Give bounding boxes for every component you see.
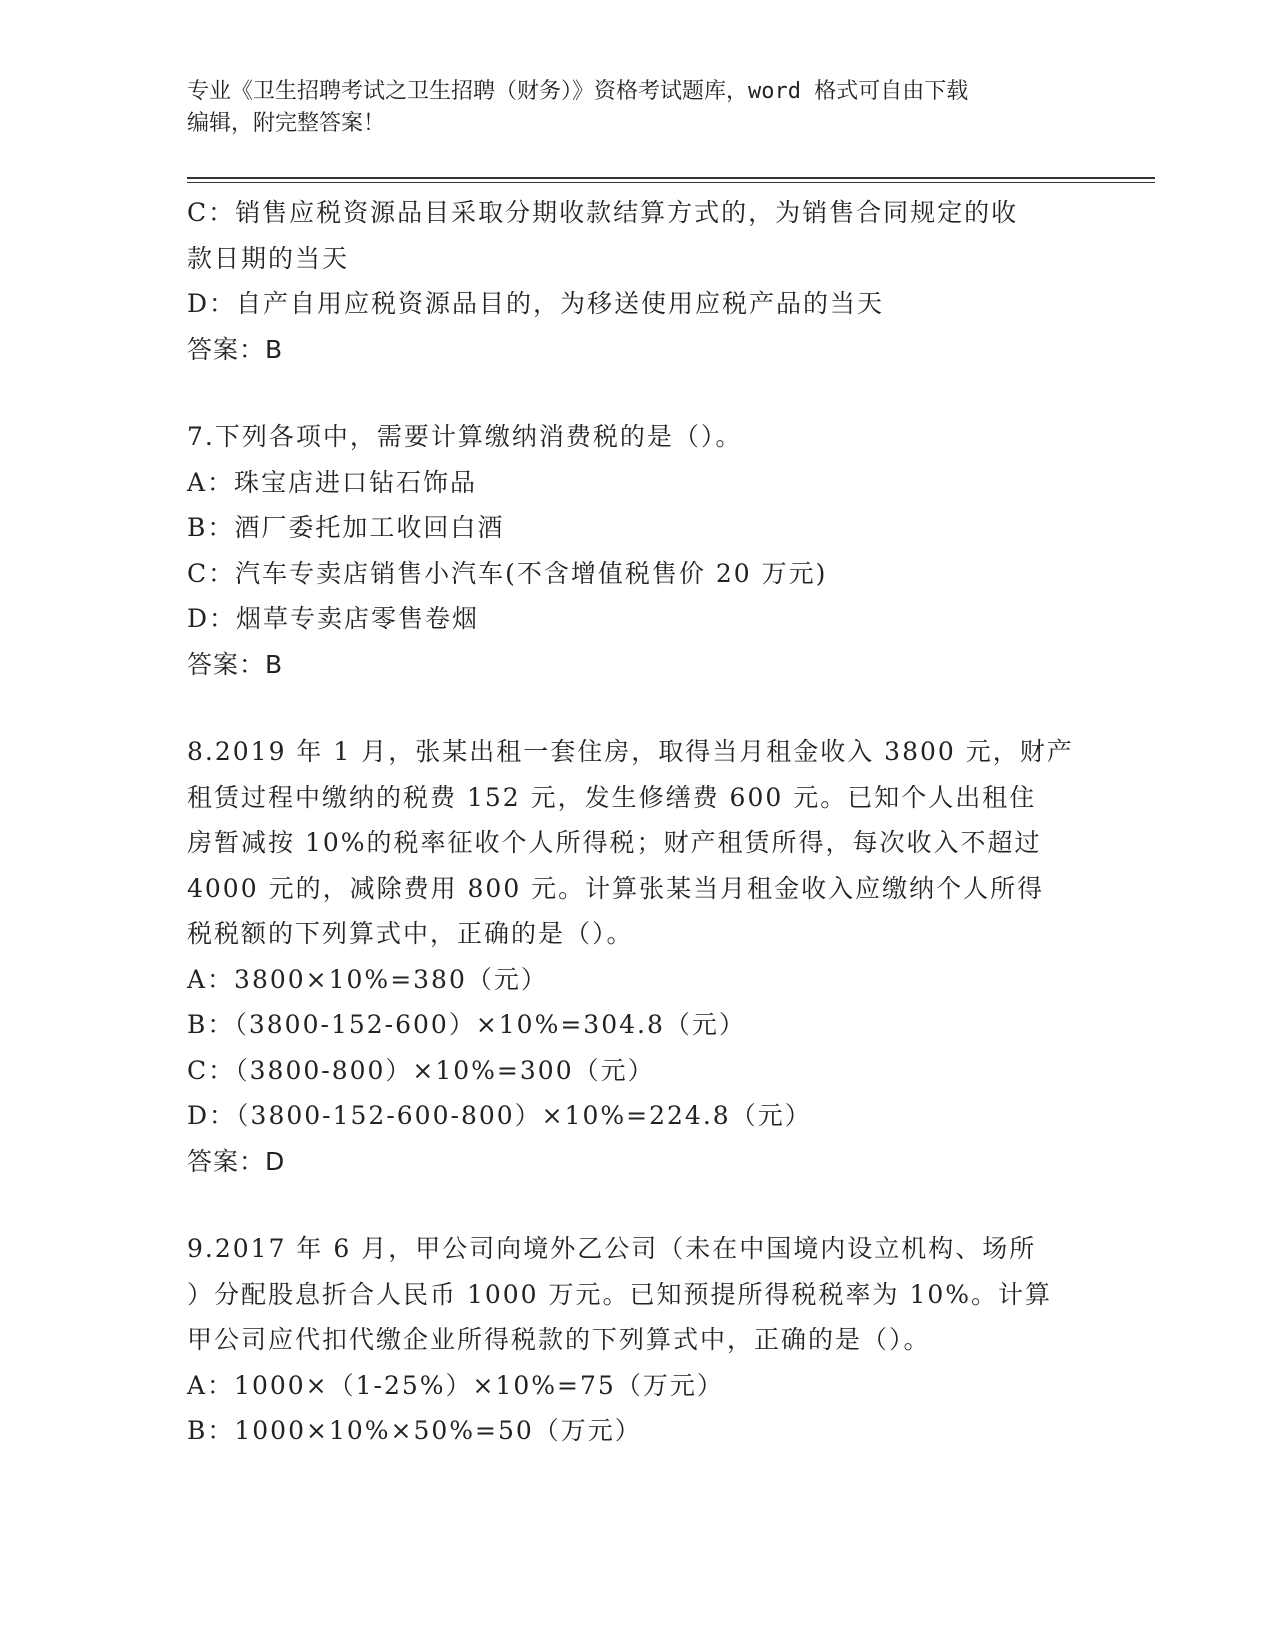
header-divider-thick: [187, 177, 1155, 179]
answer: 答案：B: [187, 649, 284, 679]
option-c: C：汽车专卖店销售小汽车(不含增值税售价 20 万元): [187, 558, 828, 588]
option-a: A：珠宝店进口钻石饰品: [187, 467, 478, 497]
answer: 答案：B: [187, 334, 284, 364]
answer: 答案：D: [187, 1146, 286, 1176]
question-6: [187, 190, 1087, 372]
option-a: A：1000×（1-25%）×10%=75（万元）: [187, 1370, 724, 1400]
question-text-line: 房暂减按 10%的税率征收个人所得税；财产租赁所得，每次收入不超过: [187, 828, 1042, 857]
option-d: D：烟草专卖店零售卷烟: [187, 604, 480, 633]
question-text-line: 8.2019 年 1 月，张某出租一套住房，取得当月租金收入 3800 元，财产: [187, 737, 1074, 766]
document-header: [187, 76, 1067, 140]
header-divider-thin: [187, 182, 1155, 183]
option-d: D：自产自用应税资源品目的，为移送使用应税产品的当天: [187, 289, 885, 318]
option-b: B：酒厂委托加工收回白酒: [187, 513, 505, 542]
spacer: [187, 1184, 1087, 1226]
option-c-line-2: 款日期的当天: [187, 243, 350, 273]
question-9: [187, 1226, 1087, 1454]
question-text-line: 4000 元的，减除费用 800 元。计算张某当月租金收入应缴纳个人所得: [187, 873, 1045, 903]
question-text: 7.下列各项中，需要计算缴纳消费税的是（）。: [187, 422, 743, 451]
option-c: C：（3800-800）×10%=300（元）: [187, 1055, 655, 1085]
question-text-line: 税税额的下列算式中，正确的是（）。: [187, 919, 634, 948]
spacer: [187, 687, 1087, 729]
option-d: D：（3800-152-600-800）×10%=224.8（元）: [187, 1101, 812, 1130]
question-8: [187, 729, 1087, 1184]
question-text-line: 9.2017 年 6 月，甲公司向境外乙公司（未在中国境内设立机构、场所: [187, 1234, 1037, 1263]
question-7: [187, 414, 1087, 687]
question-text-line: ）分配股息折合人民币 1000 万元。已知预提所得税税率为 10%。计算: [187, 1279, 1053, 1309]
header-line-2: 编辑，附完整答案！: [187, 111, 386, 136]
option-c-line-1: C：销售应税资源品目采取分期收款结算方式的，为销售合同规定的收: [187, 198, 1019, 227]
spacer: [187, 372, 1087, 414]
option-a: A：3800×10%=380（元）: [187, 964, 548, 994]
option-b: B：1000×10%×50%=50（万元）: [187, 1416, 642, 1445]
question-text-line: 甲公司应代扣代缴企业所得税款的下列算式中，正确的是（）。: [187, 1325, 931, 1354]
question-text-line: 租赁过程中缴纳的税费 152 元，发生修缮费 600 元。已知个人出租住: [187, 782, 1037, 812]
document-body: [187, 190, 1087, 1454]
header-line-1: 专业《卫生招聘考试之卫生招聘（财务）》资格考试题库，word 格式可自由下载: [187, 79, 969, 104]
option-b: B：（3800-152-600）×10%=304.8（元）: [187, 1010, 746, 1039]
